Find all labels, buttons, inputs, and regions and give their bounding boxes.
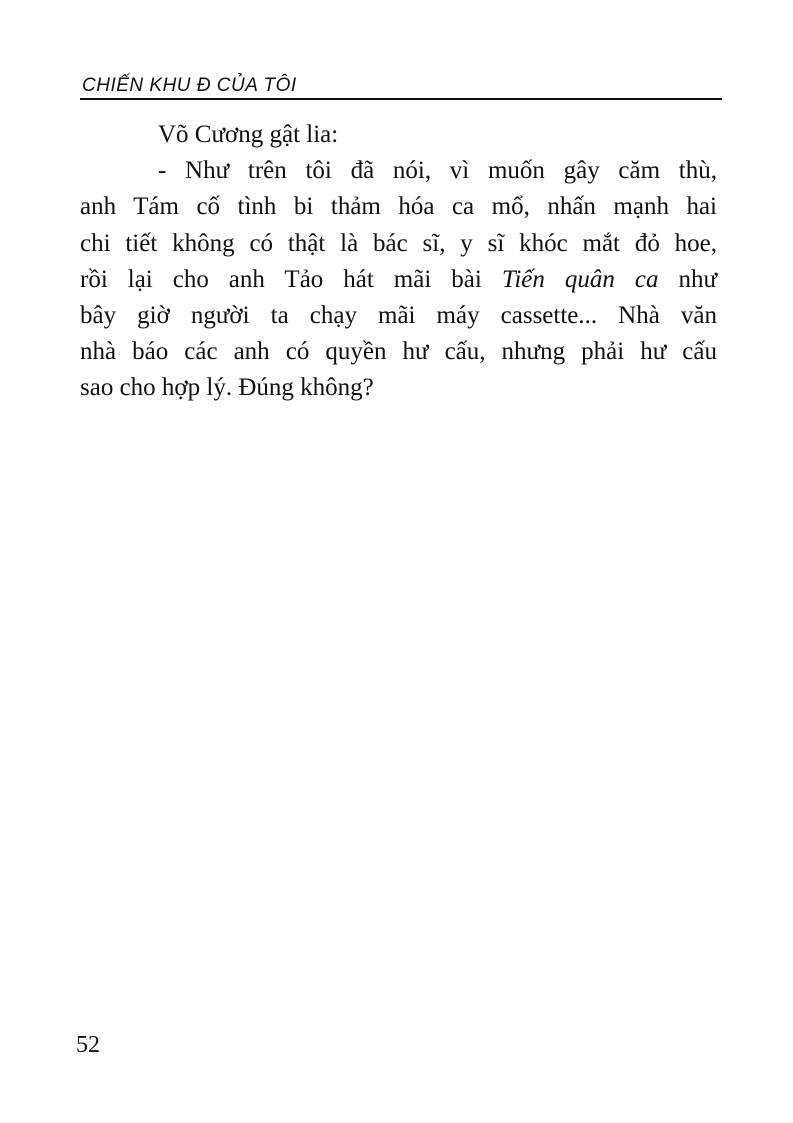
- running-header: [80, 74, 722, 100]
- dialogue-line-3: chi tiết không có thật là bác sĩ, y sĩ khóc mắt đỏ hoe,: [80, 229, 717, 257]
- page-number: 52: [76, 1032, 100, 1058]
- paragraph-speaker-line: Võ Cương gật lia:: [158, 121, 339, 148]
- song-title: Tiến quân ca: [501, 265, 659, 293]
- dialogue-line-4: [80, 262, 717, 298]
- dialogue-line-1: - Như trên tôi đã nói, vì muốn gây căm thù,: [158, 157, 717, 185]
- dialogue-line-2: anh Tám cố tình bi thảm hóa ca mổ, nhấn mạnh hai: [80, 193, 717, 221]
- dialogue-line-4-start: rồi lại cho anh Tảo hát mãi bài: [80, 265, 482, 293]
- dialogue-line-5: bây giờ người ta chạy mãi máy cassette... Nhà văn: [80, 302, 717, 330]
- paragraph-dialogue: [80, 153, 717, 406]
- dialogue-line-6: nhà báo các anh có quyền hư cấu, nhưng phải hư cấu: [80, 338, 717, 366]
- dialogue-line-7: sao cho hợp lý. Đúng không?: [80, 374, 374, 402]
- dialogue-line-4-end: như: [678, 265, 717, 293]
- body-text: [80, 117, 717, 407]
- running-header-title: CHIẾN KHU Đ CỦA TÔI: [82, 75, 297, 96]
